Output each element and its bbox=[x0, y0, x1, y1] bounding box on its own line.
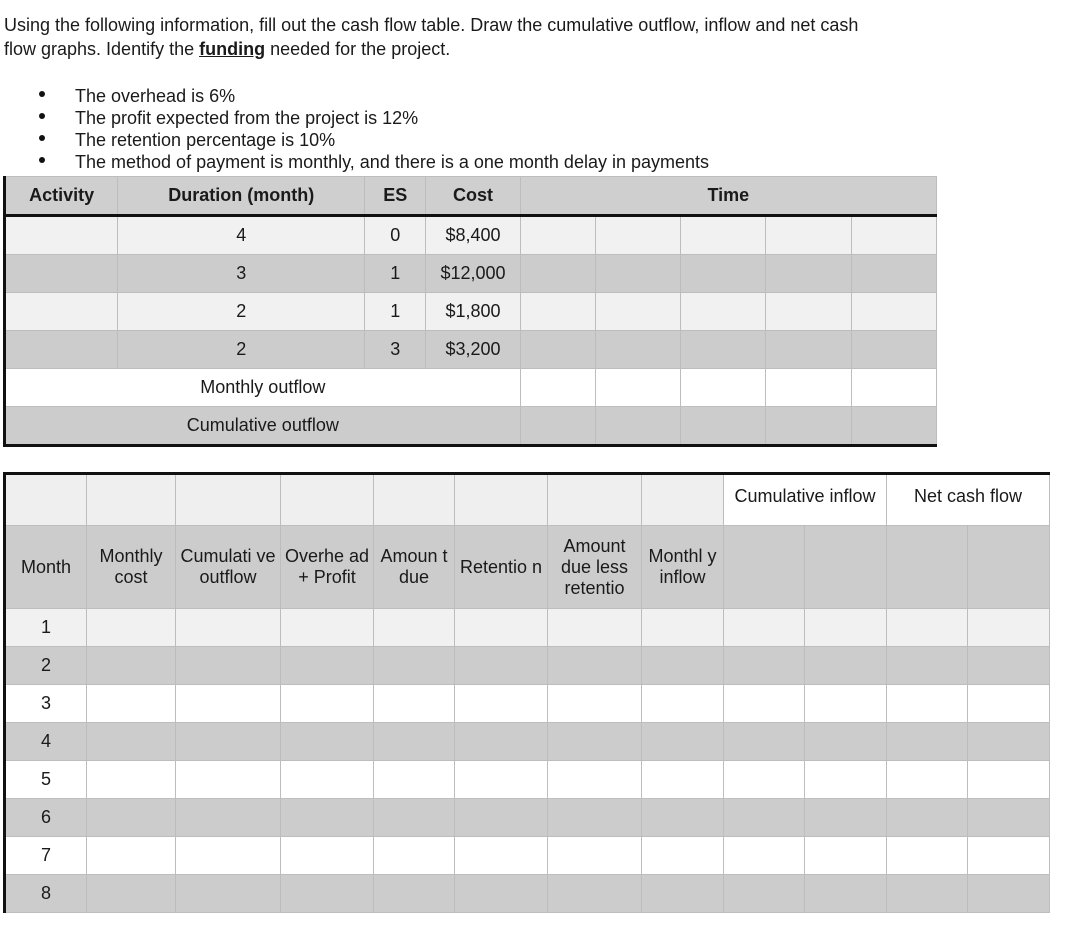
cumulative-outflow-label: Cumulative outflow bbox=[5, 407, 521, 446]
input-cell[interactable] bbox=[87, 875, 176, 913]
header-blank bbox=[968, 526, 1050, 609]
bullet-payment: The method of payment is monthly, and there is a one month delay in payments bbox=[36, 151, 709, 173]
input-cell[interactable] bbox=[805, 647, 887, 685]
input-cell[interactable] bbox=[805, 799, 887, 837]
header-net-cash-flow: Net cash flow bbox=[887, 474, 1050, 526]
time-cell[interactable] bbox=[595, 369, 680, 407]
duration-cell: 2 bbox=[118, 293, 365, 331]
header-monthly-inflow: Monthl y inflow bbox=[642, 526, 724, 609]
input-cell[interactable] bbox=[887, 609, 968, 647]
month-cell: 8 bbox=[5, 875, 87, 913]
time-cell[interactable] bbox=[766, 216, 851, 255]
time-cell[interactable] bbox=[595, 255, 680, 293]
input-cell[interactable] bbox=[176, 685, 281, 723]
input-cell[interactable] bbox=[455, 799, 548, 837]
time-cell[interactable] bbox=[520, 216, 595, 255]
input-cell[interactable] bbox=[374, 875, 455, 913]
cost-cell: $3,200 bbox=[426, 331, 520, 369]
input-cell[interactable] bbox=[968, 761, 1050, 799]
input-cell[interactable] bbox=[642, 685, 724, 723]
input-cell[interactable] bbox=[87, 761, 176, 799]
input-cell[interactable] bbox=[374, 609, 455, 647]
input-cell[interactable] bbox=[87, 837, 176, 875]
input-cell[interactable] bbox=[724, 875, 805, 913]
input-cell[interactable] bbox=[176, 761, 281, 799]
input-cell[interactable] bbox=[548, 723, 642, 761]
input-cell[interactable] bbox=[455, 685, 548, 723]
input-cell[interactable] bbox=[887, 875, 968, 913]
input-cell[interactable] bbox=[642, 647, 724, 685]
table-row bbox=[5, 331, 937, 369]
input-cell[interactable] bbox=[887, 761, 968, 799]
time-cell[interactable] bbox=[681, 331, 766, 369]
es-cell: 1 bbox=[365, 255, 426, 293]
input-cell[interactable] bbox=[455, 723, 548, 761]
time-cell[interactable] bbox=[766, 293, 851, 331]
table-row bbox=[5, 761, 1050, 799]
input-cell[interactable] bbox=[374, 837, 455, 875]
input-cell[interactable] bbox=[548, 761, 642, 799]
input-cell[interactable] bbox=[87, 799, 176, 837]
es-cell: 0 bbox=[365, 216, 426, 255]
input-cell[interactable] bbox=[968, 875, 1050, 913]
table-row bbox=[5, 799, 1050, 837]
time-cell[interactable] bbox=[681, 216, 766, 255]
instructions bbox=[4, 13, 1004, 61]
input-cell[interactable] bbox=[87, 723, 176, 761]
input-cell[interactable] bbox=[374, 761, 455, 799]
input-cell[interactable] bbox=[887, 837, 968, 875]
input-cell[interactable] bbox=[724, 799, 805, 837]
table-row bbox=[5, 293, 937, 331]
time-cell[interactable] bbox=[595, 331, 680, 369]
input-cell[interactable] bbox=[374, 799, 455, 837]
cumulative-outflow-row bbox=[5, 407, 937, 446]
table-row bbox=[5, 875, 1050, 913]
input-cell[interactable] bbox=[176, 799, 281, 837]
input-cell[interactable] bbox=[176, 647, 281, 685]
time-cell[interactable] bbox=[851, 255, 936, 293]
input-cell[interactable] bbox=[968, 647, 1050, 685]
header-blank bbox=[642, 474, 724, 526]
month-cell: 3 bbox=[5, 685, 87, 723]
input-cell[interactable] bbox=[455, 837, 548, 875]
input-cell[interactable] bbox=[281, 647, 374, 685]
input-cell[interactable] bbox=[968, 609, 1050, 647]
input-cell[interactable] bbox=[968, 837, 1050, 875]
header-time: Time bbox=[520, 177, 936, 216]
input-cell[interactable] bbox=[281, 685, 374, 723]
time-cell[interactable] bbox=[766, 369, 851, 407]
input-cell[interactable] bbox=[724, 761, 805, 799]
time-cell[interactable] bbox=[851, 293, 936, 331]
time-cell[interactable] bbox=[851, 331, 936, 369]
header-blank bbox=[887, 526, 968, 609]
input-cell[interactable] bbox=[548, 609, 642, 647]
input-cell[interactable] bbox=[281, 609, 374, 647]
input-cell[interactable] bbox=[642, 875, 724, 913]
header-blank bbox=[455, 474, 548, 526]
month-cell: 4 bbox=[5, 723, 87, 761]
header-monthly-cost: Monthly cost bbox=[87, 526, 176, 609]
header-blank bbox=[724, 526, 805, 609]
table-row bbox=[5, 723, 1050, 761]
time-cell[interactable] bbox=[520, 293, 595, 331]
input-cell[interactable] bbox=[87, 609, 176, 647]
input-cell[interactable] bbox=[548, 875, 642, 913]
header-cumulative-inflow: Cumulative inflow bbox=[724, 474, 887, 526]
table-row bbox=[5, 685, 1050, 723]
bullet-retention: The retention percentage is 10% bbox=[36, 129, 709, 151]
header-es: ES bbox=[365, 177, 426, 216]
input-cell[interactable] bbox=[281, 761, 374, 799]
input-cell[interactable] bbox=[805, 685, 887, 723]
table-row bbox=[5, 837, 1050, 875]
time-cell[interactable] bbox=[681, 407, 766, 446]
time-cell[interactable] bbox=[766, 407, 851, 446]
input-cell[interactable] bbox=[455, 761, 548, 799]
input-cell[interactable] bbox=[176, 723, 281, 761]
table-row bbox=[5, 255, 937, 293]
cost-cell: $12,000 bbox=[426, 255, 520, 293]
month-cell: 6 bbox=[5, 799, 87, 837]
duration-cell: 3 bbox=[118, 255, 365, 293]
time-cell[interactable] bbox=[595, 407, 680, 446]
input-cell[interactable] bbox=[548, 799, 642, 837]
header-cost: Cost bbox=[426, 177, 520, 216]
time-cell[interactable] bbox=[851, 407, 936, 446]
input-cell[interactable] bbox=[642, 723, 724, 761]
instructions-line-2a: flow graphs. Identify the bbox=[4, 39, 200, 59]
input-cell[interactable] bbox=[176, 837, 281, 875]
time-cell[interactable] bbox=[681, 255, 766, 293]
input-cell[interactable] bbox=[642, 609, 724, 647]
instructions-line-2b: needed for the project. bbox=[265, 39, 451, 59]
time-cell[interactable] bbox=[520, 369, 595, 407]
header-month: Month bbox=[5, 526, 87, 609]
time-cell[interactable] bbox=[851, 369, 936, 407]
input-cell[interactable] bbox=[87, 647, 176, 685]
input-cell[interactable] bbox=[176, 875, 281, 913]
input-cell[interactable] bbox=[968, 799, 1050, 837]
input-cell[interactable] bbox=[805, 875, 887, 913]
activity-table bbox=[3, 176, 937, 447]
time-cell[interactable] bbox=[766, 255, 851, 293]
time-cell[interactable] bbox=[520, 255, 595, 293]
table-row bbox=[5, 216, 937, 255]
header-cumulative-outflow: Cumulati ve outflow bbox=[176, 526, 281, 609]
header-blank bbox=[548, 474, 642, 526]
cashflow-table bbox=[3, 472, 1050, 913]
input-cell[interactable] bbox=[887, 799, 968, 837]
input-cell[interactable] bbox=[805, 723, 887, 761]
input-cell[interactable] bbox=[968, 685, 1050, 723]
input-cell[interactable] bbox=[642, 799, 724, 837]
time-cell[interactable] bbox=[766, 331, 851, 369]
input-cell[interactable] bbox=[887, 723, 968, 761]
input-cell[interactable] bbox=[642, 837, 724, 875]
duration-cell: 2 bbox=[118, 331, 365, 369]
time-cell[interactable] bbox=[851, 216, 936, 255]
monthly-outflow-label: Monthly outflow bbox=[5, 369, 521, 407]
header-retention: Retentio n bbox=[455, 526, 548, 609]
input-cell[interactable] bbox=[374, 685, 455, 723]
input-cell[interactable] bbox=[281, 875, 374, 913]
input-cell[interactable] bbox=[281, 799, 374, 837]
input-cell[interactable] bbox=[887, 647, 968, 685]
header-overhead-profit: Overhe ad + Profit bbox=[281, 526, 374, 609]
activity-cell[interactable] bbox=[5, 216, 118, 255]
activity-cell[interactable] bbox=[5, 255, 118, 293]
input-cell[interactable] bbox=[455, 875, 548, 913]
input-cell[interactable] bbox=[281, 723, 374, 761]
input-cell[interactable] bbox=[281, 837, 374, 875]
header-amount-less-retention: Amount due less retentio bbox=[548, 526, 642, 609]
input-cell[interactable] bbox=[176, 609, 281, 647]
input-cell[interactable] bbox=[87, 685, 176, 723]
input-cell[interactable] bbox=[455, 609, 548, 647]
header-blank bbox=[5, 474, 87, 526]
time-cell[interactable] bbox=[681, 369, 766, 407]
given-info-list bbox=[36, 85, 709, 173]
time-cell[interactable] bbox=[595, 216, 680, 255]
input-cell[interactable] bbox=[548, 647, 642, 685]
month-cell: 2 bbox=[5, 647, 87, 685]
header-blank bbox=[374, 474, 455, 526]
month-cell: 5 bbox=[5, 761, 87, 799]
input-cell[interactable] bbox=[805, 837, 887, 875]
header-blank bbox=[87, 474, 176, 526]
input-cell[interactable] bbox=[724, 647, 805, 685]
cost-cell: $8,400 bbox=[426, 216, 520, 255]
table-row bbox=[5, 609, 1050, 647]
header-blank bbox=[805, 526, 887, 609]
input-cell[interactable] bbox=[374, 723, 455, 761]
activity-cell[interactable] bbox=[5, 331, 118, 369]
funding-emphasis: funding bbox=[199, 39, 266, 59]
input-cell[interactable] bbox=[968, 723, 1050, 761]
header-blank bbox=[176, 474, 281, 526]
input-cell[interactable] bbox=[724, 685, 805, 723]
cost-cell: $1,800 bbox=[426, 293, 520, 331]
input-cell[interactable] bbox=[548, 837, 642, 875]
input-cell[interactable] bbox=[805, 761, 887, 799]
header-amount-due: Amoun t due bbox=[374, 526, 455, 609]
table-row bbox=[5, 647, 1050, 685]
input-cell[interactable] bbox=[374, 647, 455, 685]
input-cell[interactable] bbox=[724, 609, 805, 647]
bullet-overhead: The overhead is 6% bbox=[36, 85, 709, 107]
time-cell[interactable] bbox=[520, 331, 595, 369]
input-cell[interactable] bbox=[455, 647, 548, 685]
header-duration: Duration (month) bbox=[118, 177, 365, 216]
activity-cell[interactable] bbox=[5, 293, 118, 331]
monthly-outflow-row bbox=[5, 369, 937, 407]
instructions-line-1: Using the following information, fill out the cash flow table. Draw the cumulative outflow, inflow and net cash bbox=[4, 15, 859, 35]
es-cell: 3 bbox=[365, 331, 426, 369]
month-cell: 1 bbox=[5, 609, 87, 647]
month-cell: 7 bbox=[5, 837, 87, 875]
header-activity: Activity bbox=[5, 177, 118, 216]
input-cell[interactable] bbox=[724, 723, 805, 761]
header-blank bbox=[281, 474, 374, 526]
input-cell[interactable] bbox=[724, 837, 805, 875]
input-cell[interactable] bbox=[805, 609, 887, 647]
time-cell[interactable] bbox=[520, 407, 595, 446]
input-cell[interactable] bbox=[887, 685, 968, 723]
time-cell[interactable] bbox=[681, 293, 766, 331]
time-cell[interactable] bbox=[595, 293, 680, 331]
input-cell[interactable] bbox=[548, 685, 642, 723]
es-cell: 1 bbox=[365, 293, 426, 331]
bullet-profit: The profit expected from the project is 12% bbox=[36, 107, 709, 129]
duration-cell: 4 bbox=[118, 216, 365, 255]
input-cell[interactable] bbox=[642, 761, 724, 799]
